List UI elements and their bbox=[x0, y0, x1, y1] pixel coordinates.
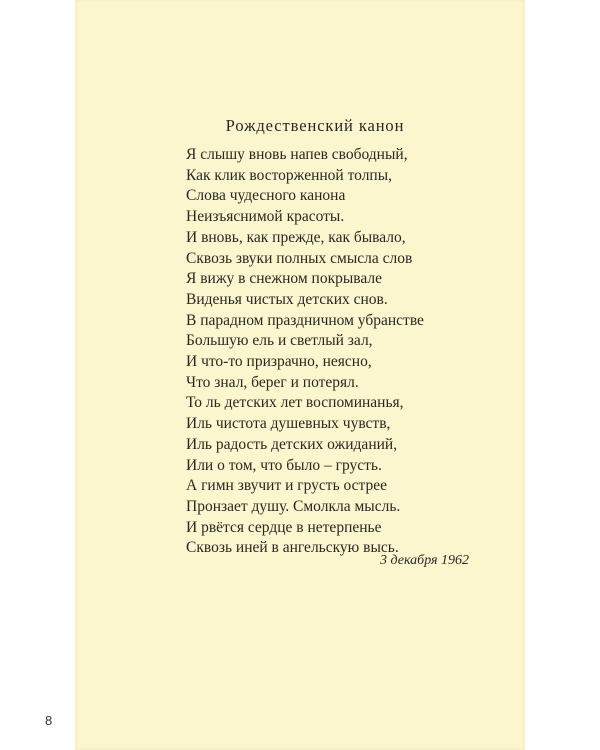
poem-line: Большую ель и светлый зал, bbox=[186, 332, 373, 350]
poem-line: И что-то призрачно, неясно, bbox=[186, 353, 372, 371]
page-number: 8 bbox=[45, 713, 53, 728]
poem-line: Как клик восторженной толпы, bbox=[186, 166, 393, 184]
poem-line: Иль радость детских ожиданий, bbox=[186, 435, 398, 453]
poem-line: Сквозь иней в ангельскую высь. bbox=[186, 539, 399, 557]
poem-line: То ль детских лет воспоминанья, bbox=[186, 394, 404, 412]
poem-body bbox=[186, 145, 424, 559]
poem-line: Виденья чистых детских снов. bbox=[186, 290, 388, 308]
poem-line: Я вижу в снежном покрывале bbox=[186, 270, 383, 288]
poem-line: Что знал, берег и потерял. bbox=[186, 373, 359, 391]
poem-line: Или о том, что было – грусть. bbox=[186, 456, 382, 474]
poem-title: Рождественский канон bbox=[225, 116, 405, 135]
poem-line: Я слышу вновь напев свободный, bbox=[186, 146, 408, 163]
poem-line: И рвётся сердце в нетерпенье bbox=[186, 518, 382, 536]
poem-line: И вновь, как прежде, как бывало, bbox=[186, 228, 406, 246]
poem-line: В парадном праздничном убранстве bbox=[186, 311, 424, 329]
poem-line: Сквозь звуки полных смысла слов bbox=[186, 249, 413, 267]
poem-line: Пронзает душу. Смолкла мысль. bbox=[186, 497, 401, 515]
poem-line: Слова чудесного канона bbox=[186, 187, 346, 205]
poem-line: Неизъяснимой красоты. bbox=[186, 208, 345, 226]
poem-line: Иль чистота душевных чувств, bbox=[186, 415, 391, 433]
book-page bbox=[75, 0, 525, 750]
poem-date: 3 декабря 1962 bbox=[380, 553, 470, 568]
poem-line: А гимн звучит и грусть острее bbox=[186, 477, 388, 495]
